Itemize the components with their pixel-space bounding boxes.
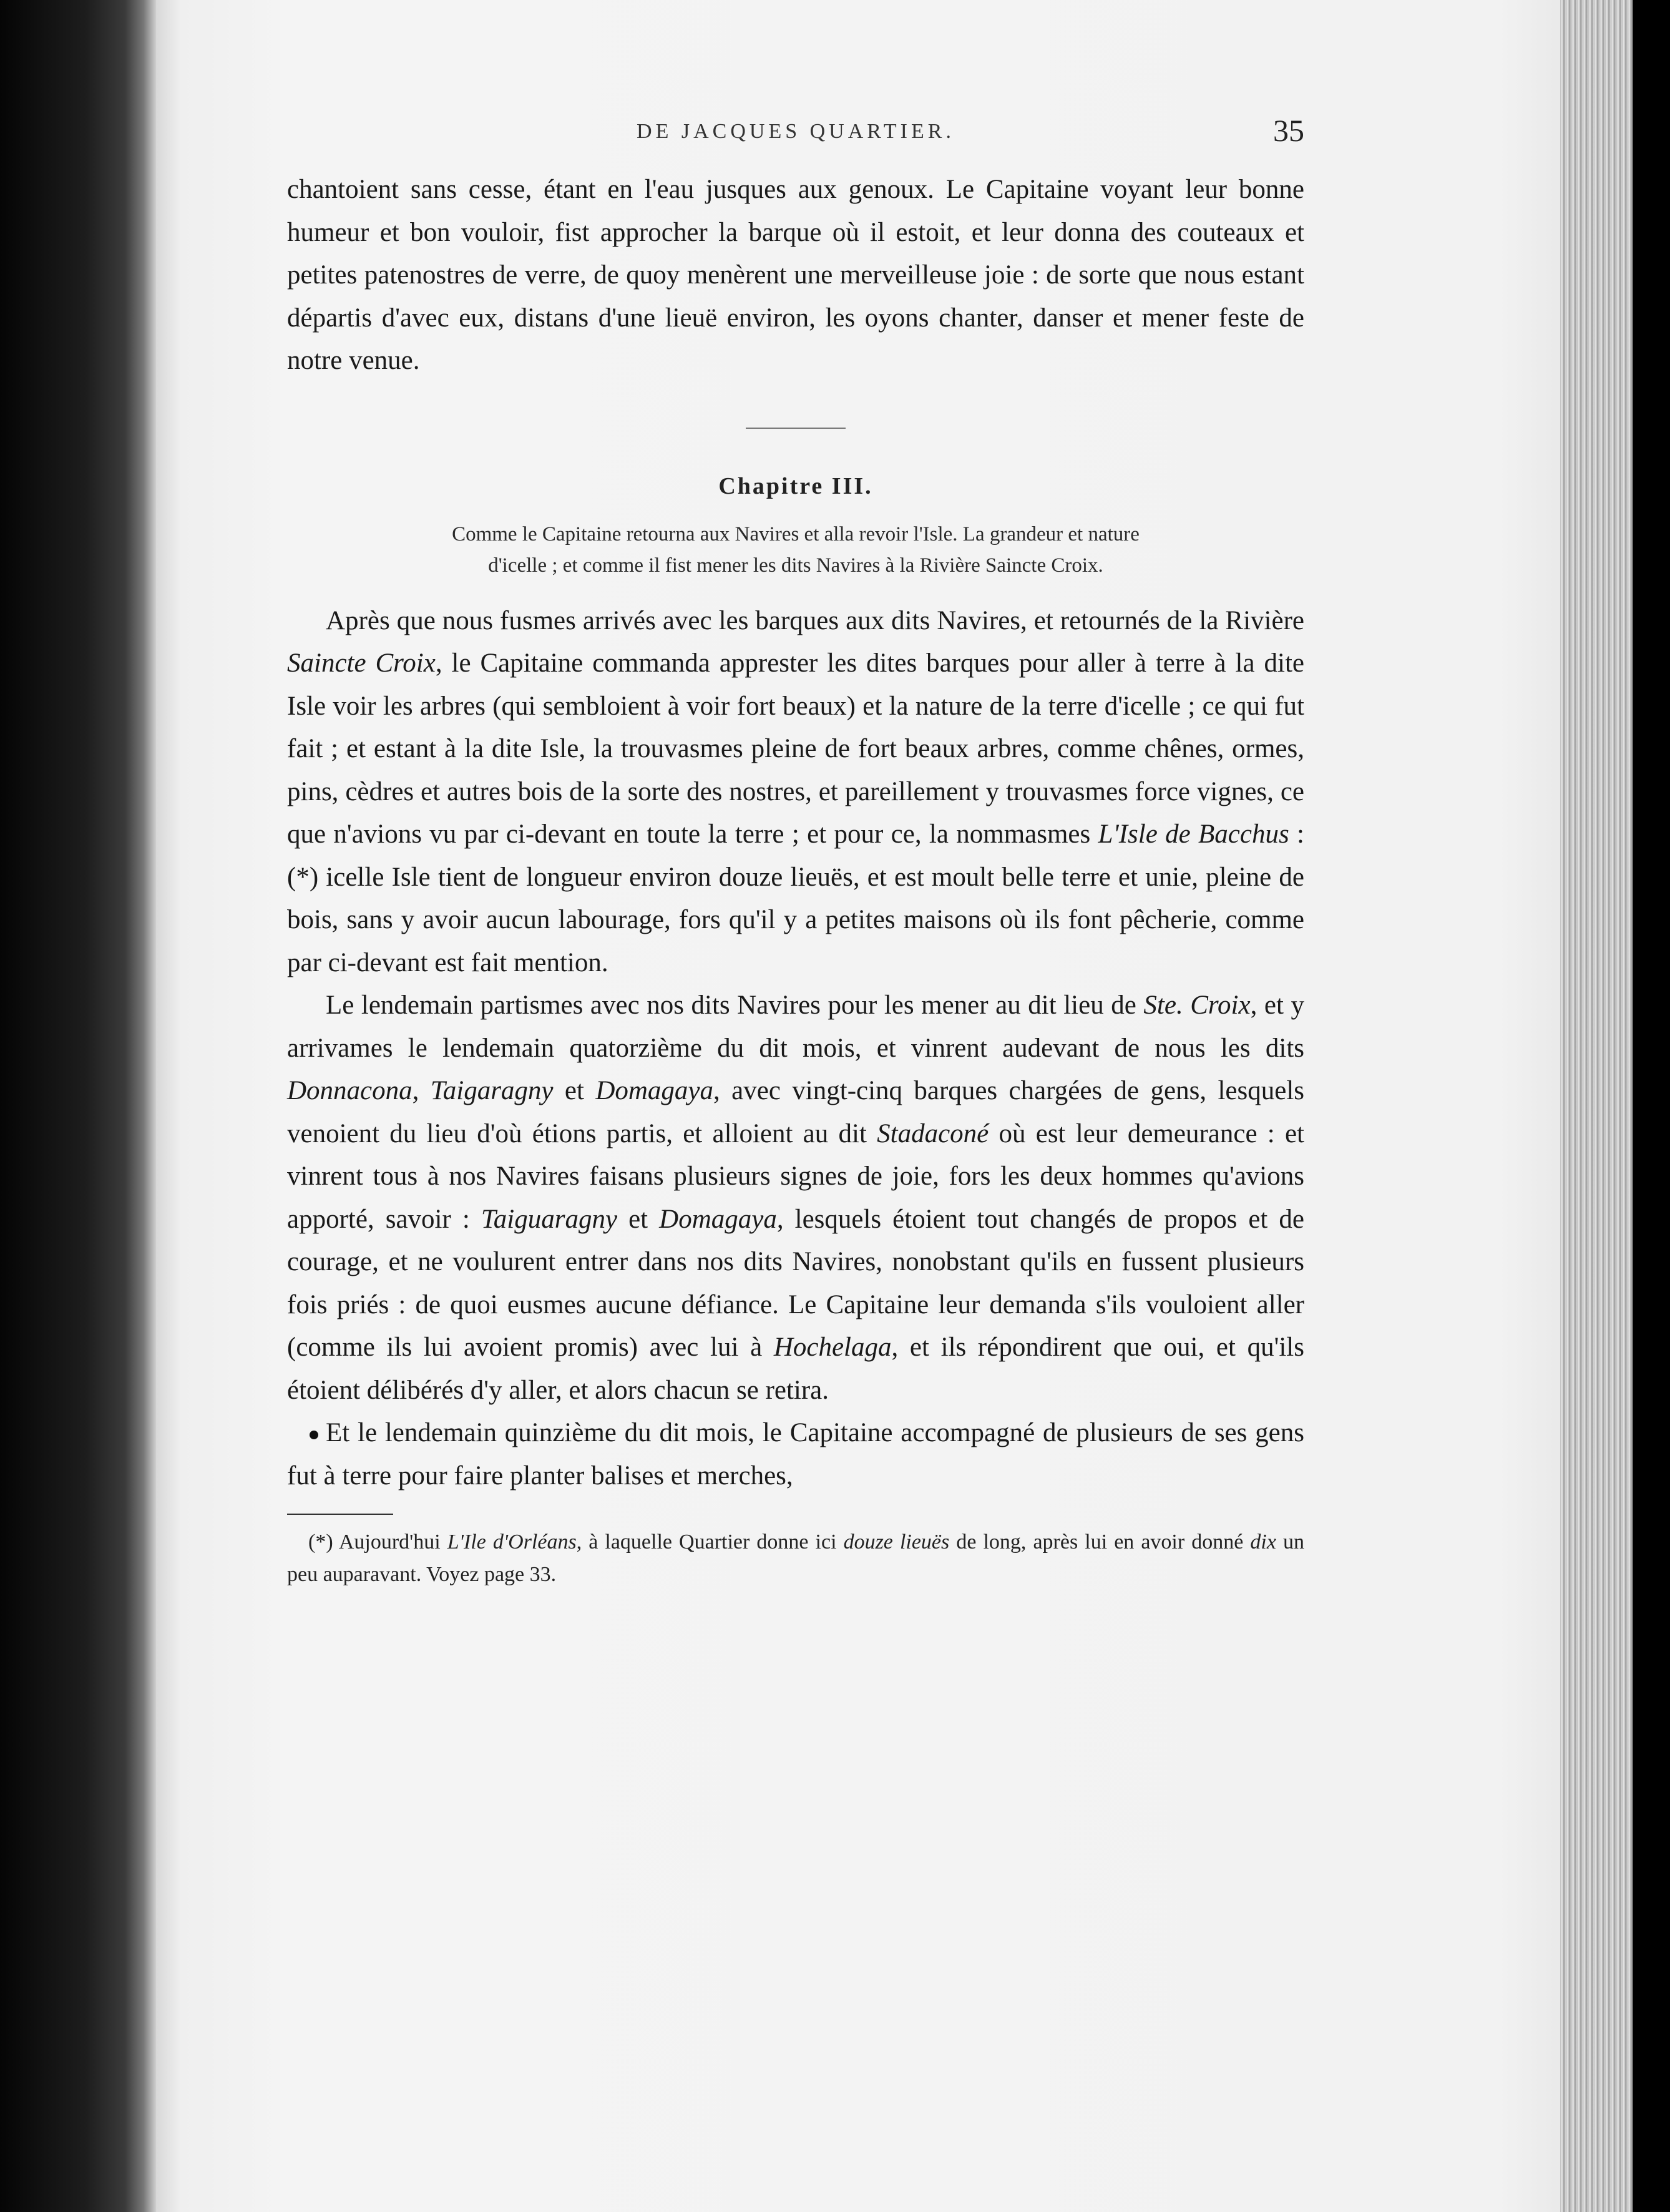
italic-run: Domagaya [659, 1204, 777, 1234]
text-run: Après que nous fusmes arrivés avec les barques aux dits Navires, et retournés de la Rivière [326, 605, 1304, 635]
text-run: , et y arrivames le lendemain quatorzième du dit mois, et vinrent audevant de nous les dits [287, 991, 1304, 1063]
page-content [287, 112, 1304, 1591]
text-run: où est leur demeurance : et vinrent tous à nos Navires faisans plusieurs signes de joie, fors les deux hommes qu'avions apporté, savoir : [287, 1118, 1304, 1234]
text-run: , lesquels étoient tout changés de propos et de courage, et ne voulurent entrer dans nos dits Navires, nonobstant qu'ils en fussent plusieurs fois priés : de quoi eusmes aucune défiance. Le Capitaine leur demanda s'ils vouloient aller (comme ils lui avoient promis) avec lui à [287, 1204, 1304, 1362]
text-run: , à laquelle Quartier donne ici [576, 1530, 844, 1554]
italic-run: Taiguaragny [481, 1204, 618, 1234]
text-run: , et ils répondirent que oui, et qu'ils étoient délibérés d'y aller, et alors chacun se retira. [287, 1333, 1304, 1405]
bullet-mark [310, 1431, 318, 1439]
italic-run: Hochelaga [773, 1333, 892, 1362]
italic-run: Taigaragny [430, 1076, 554, 1105]
text-run: (*) Aujourd'hui [308, 1530, 447, 1554]
chapter-summary-line: d'icelle ; et comme il fist mener les dits Navires à la Rivière Saincte Croix. [488, 554, 1103, 577]
running-head [287, 112, 1304, 156]
italic-run: Domagaya [595, 1076, 714, 1105]
footnote [287, 1526, 1304, 1591]
italic-run: dix [1250, 1530, 1276, 1554]
italic-run: Donnacona [287, 1076, 413, 1105]
text-run: Et le lendemain quinzième du dit mois, le Capitaine accompagné de plusieurs de ses gens fut à terre pour faire planter balises et merches, [287, 1418, 1304, 1490]
paragraph-3 [287, 1412, 1304, 1497]
italic-run: Stadaconé [877, 1118, 989, 1148]
text-run: et [617, 1204, 660, 1234]
italic-run: Saincte Croix [287, 648, 436, 678]
text-run: Le lendemain partismes avec nos dits Navires pour les mener au dit lieu de [326, 991, 1144, 1020]
italic-run: L'Isle de Bacchus [1098, 820, 1289, 849]
text-run: : (*) icelle Isle tient de longueur environ douze lieuës, et est moult belle terre et unie, pleine de bois, sans y avoir aucun labourage, fors qu'il y a petites maisons où ils font pêcherie, comme par ci-devant est fait mention. [287, 820, 1305, 977]
chapter-summary-line: Comme le Capitaine retourna aux Navires et alla revoir l'Isle. La grandeur et nature [452, 522, 1140, 546]
text-run: un peu auparavant. Voyez page 33. [287, 1530, 1304, 1586]
text-run: et [553, 1076, 596, 1105]
text-run: , le Capitaine commanda apprester les dites barques pour aller à terre à la dite Isle voir les arbres (qui sembloient à voir fort beaux) et la nature de la terre d'icelle ; ce qui fut fait ; et estant à la dite Isle, la trouvasmes pleine de fort beaux arbres, comme chênes, ormes, pins, cèdres et autres bois de la sorte des nostres, et pareillement y trouvasmes force vignes, ce que n'avions vu par ci-devant en toute la terre ; et pour ce, la nommasmes [287, 648, 1304, 849]
italic-run: douze lieuës [843, 1530, 950, 1554]
book-spine-shadow [0, 0, 156, 2212]
chapter-summary [287, 519, 1304, 581]
chapter-heading: Chapitre III. [718, 472, 873, 499]
footnote-rule [287, 1514, 393, 1515]
running-title: DE JACQUES QUARTIER. [637, 120, 955, 143]
paragraph-1 [287, 600, 1304, 985]
paragraph-top: chantoient sans cesse, étant en l'eau jusques aux genoux. Le Capitaine voyant leur bonne humeur et bon vouloir, fist approcher la barque où il estoit, et leur donna des couteaux et petites patenostres de verre, de quoy menèrent une merveilleuse joie : de sorte que nous estant départis d'avec eux, distans d'une lieuë environ, les oyons chanter, danser et mener feste de notre venue. [287, 175, 1304, 375]
section-divider [746, 428, 846, 429]
body-text [287, 600, 1304, 1498]
italic-run: L'Ile d'Orléans [447, 1530, 577, 1554]
paragraph-2 [287, 984, 1304, 1412]
text-run: , avec vingt-cinq barques chargées de gens, lesquels venoient du lieu d'où étions partis, et alloient au dit [287, 1076, 1305, 1148]
text-run: , [412, 1076, 431, 1105]
page-edges [1560, 0, 1670, 2212]
page-number: 35 [1273, 113, 1304, 148]
italic-run: Ste. Croix [1143, 991, 1251, 1020]
text-run: de long, après lui en avoir donné [949, 1530, 1251, 1554]
